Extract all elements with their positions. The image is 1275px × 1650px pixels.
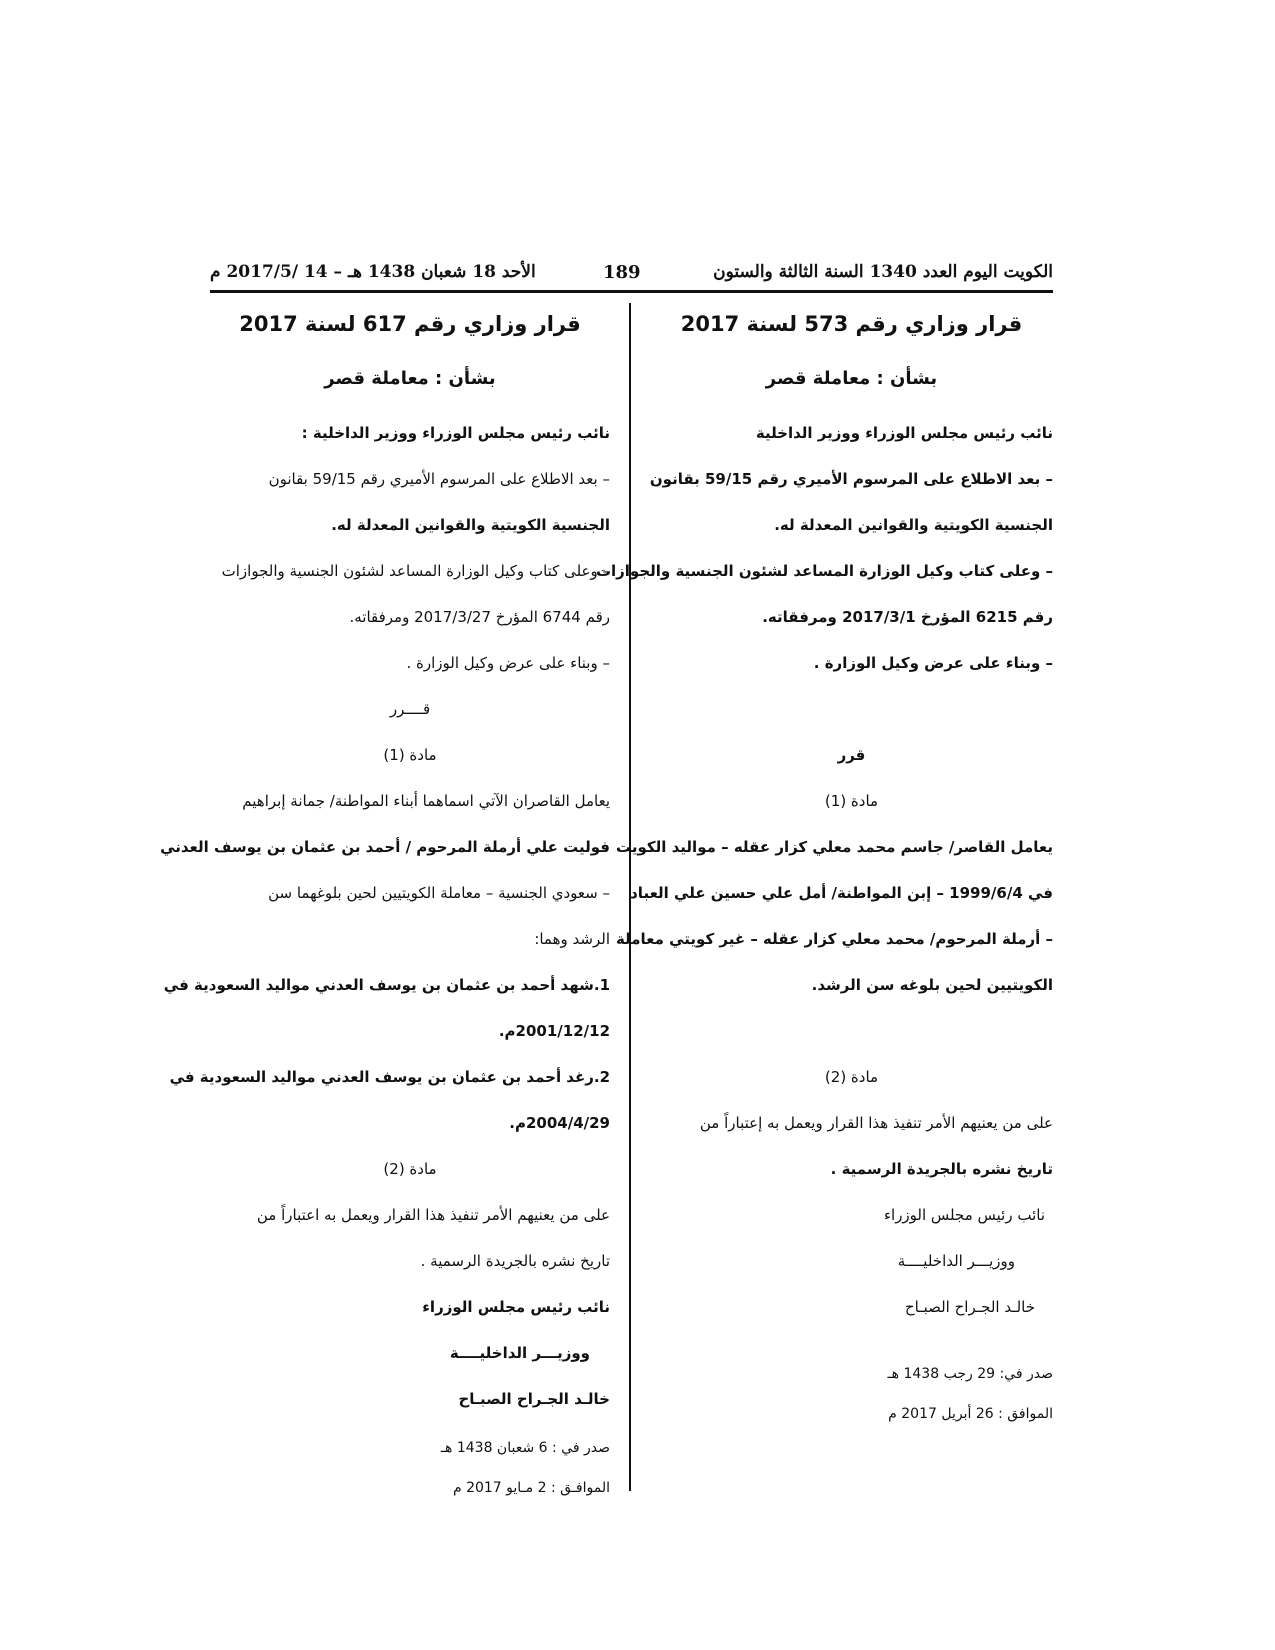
preamble-line: رقم 6215 المؤرخ 2017/3/1 ومرفقاته. [762, 608, 1053, 626]
signature-ministry: ووزيـــر الداخليــــة [449, 1344, 590, 1362]
preamble-line: – وعلى كتاب وكيل الوزارة المساعد لشئون الجنسية والجوازات [221, 562, 610, 580]
decree-title: قرار وزاري رقم 617 لسنة 2017 [239, 312, 581, 336]
article-text: يعامل القاصر/ جاسم محمد معلي كزار عقله – مواليد الكويت [616, 838, 1053, 856]
decided-heading: قرر [837, 746, 866, 764]
spacer [650, 686, 1053, 732]
issued-date: صدر في: 29 رجب 1438 هـ [887, 1366, 1053, 1382]
article-text: فوليت علي أرملة المرحوم / أحمد بن عثمان بن يوسف العدني [160, 838, 610, 856]
signature-title: نائب رئيس مجلس الوزراء [883, 1206, 1045, 1224]
article-heading: مادة (2) [383, 1160, 437, 1178]
decree-authority: نائب رئيس مجلس الوزراء ووزير الداخلية [755, 424, 1053, 442]
article-text: يعامل القاصران الآتي اسماهما أبناء المواطنة/ جمانة إبراهيم [242, 792, 610, 810]
article-text: في 1999/6/4 – إبن المواطنة/ أمل علي حسين علي العباد [630, 884, 1053, 902]
preamble-line: – وبناء على عرض وكيل الوزارة . [813, 654, 1053, 672]
preamble-line: – بعد الاطلاع على المرسوم الأميري رقم 59/15 بقانون [268, 470, 610, 488]
spacer [650, 1008, 1053, 1054]
corresponding-date: الموافق : 26 أبريل 2017 م [888, 1406, 1053, 1422]
article-heading: مادة (2) [824, 1068, 879, 1086]
issued-date: صدر في : 6 شعبان 1438 هـ [440, 1440, 610, 1456]
preamble-line: الجنسية الكويتية والقوانين المعدلة له. [774, 516, 1053, 534]
article-text: – أرملة المرحوم/ محمد معلي كزار عقله – غير كويتي معاملة [616, 930, 1053, 948]
preamble-line: – وبناء على عرض وكيل الوزارة . [406, 654, 610, 672]
gazette-issue: الكويت اليوم العدد 1340 السنة الثالثة والستون [713, 262, 1053, 282]
signature-ministry: ووزيـــر الداخليــــة [897, 1252, 1015, 1270]
article-text: تاريخ نشره بالجريدة الرسمية . [830, 1160, 1053, 1178]
article-text: تاريخ نشره بالجريدة الرسمية . [420, 1252, 610, 1270]
header-rule [210, 290, 1053, 293]
decree-617 [160, 300, 610, 1508]
preamble-line: – وعلى كتاب وكيل الوزارة المساعد لشئون الجنسية والجوازات [595, 562, 1053, 580]
decided-heading: قــــرر [389, 700, 431, 718]
article-text: الكويتيين لحين بلوغه سن الرشد. [811, 976, 1053, 994]
signature-name: خالـد الجـراح الصبـاح [458, 1390, 610, 1408]
list-item-date: 2001/12/12م. [498, 1022, 610, 1040]
list-item: 1.شهد أحمد بن عثمان بن يوسف العدني مواليد السعودية في [163, 976, 610, 994]
decree-573 [595, 300, 1053, 1434]
signature-title: نائب رئيس مجلس الوزراء [422, 1298, 610, 1316]
page-header [210, 258, 1053, 288]
preamble-line: – بعد الاطلاع على المرسوم الأميري رقم 59/15 بقانون [649, 470, 1053, 488]
signature-name: خالـد الجـراح الصبـاح [904, 1298, 1035, 1316]
article-heading: مادة (1) [824, 792, 879, 810]
decree-title: قرار وزاري رقم 573 لسنة 2017 [680, 312, 1023, 336]
article-heading: مادة (1) [383, 746, 437, 764]
preamble-line: الجنسية الكويتية والقوانين المعدلة له. [331, 516, 610, 534]
article-text: على من يعنيهم الأمر تنفيذ هذا القرار ويعمل به اعتباراً من [256, 1206, 610, 1224]
page-number: 189 [603, 262, 641, 283]
list-item-date: 2004/4/29م. [509, 1114, 610, 1132]
decree-authority: نائب رئيس مجلس الوزراء ووزير الداخلية : [301, 424, 610, 442]
preamble-line: رقم 6744 المؤرخ 2017/3/27 ومرفقاته. [349, 608, 610, 626]
issue-date: الأحد 18 شعبان 1438 هـ – 14 /2017/5 م [210, 262, 536, 282]
corresponding-date: الموافـق : 2 مـايو 2017 م [452, 1480, 610, 1496]
list-item: 2.رغد أحمد بن عثمان بن يوسف العدني مواليد السعودية في [169, 1068, 610, 1086]
article-text: الرشد وهما: [534, 930, 610, 948]
decree-subject: بشأن : معاملة قصر [765, 368, 938, 389]
article-text: – سعودي الجنسية – معاملة الكويتيين لحين بلوغهما سن [268, 884, 610, 902]
article-text: على من يعنيهم الأمر تنفيذ هذا القرار ويعمل به إعتباراً من [699, 1114, 1053, 1132]
spacer [650, 1330, 1053, 1354]
decree-subject: بشأن : معاملة قصر [324, 368, 496, 389]
